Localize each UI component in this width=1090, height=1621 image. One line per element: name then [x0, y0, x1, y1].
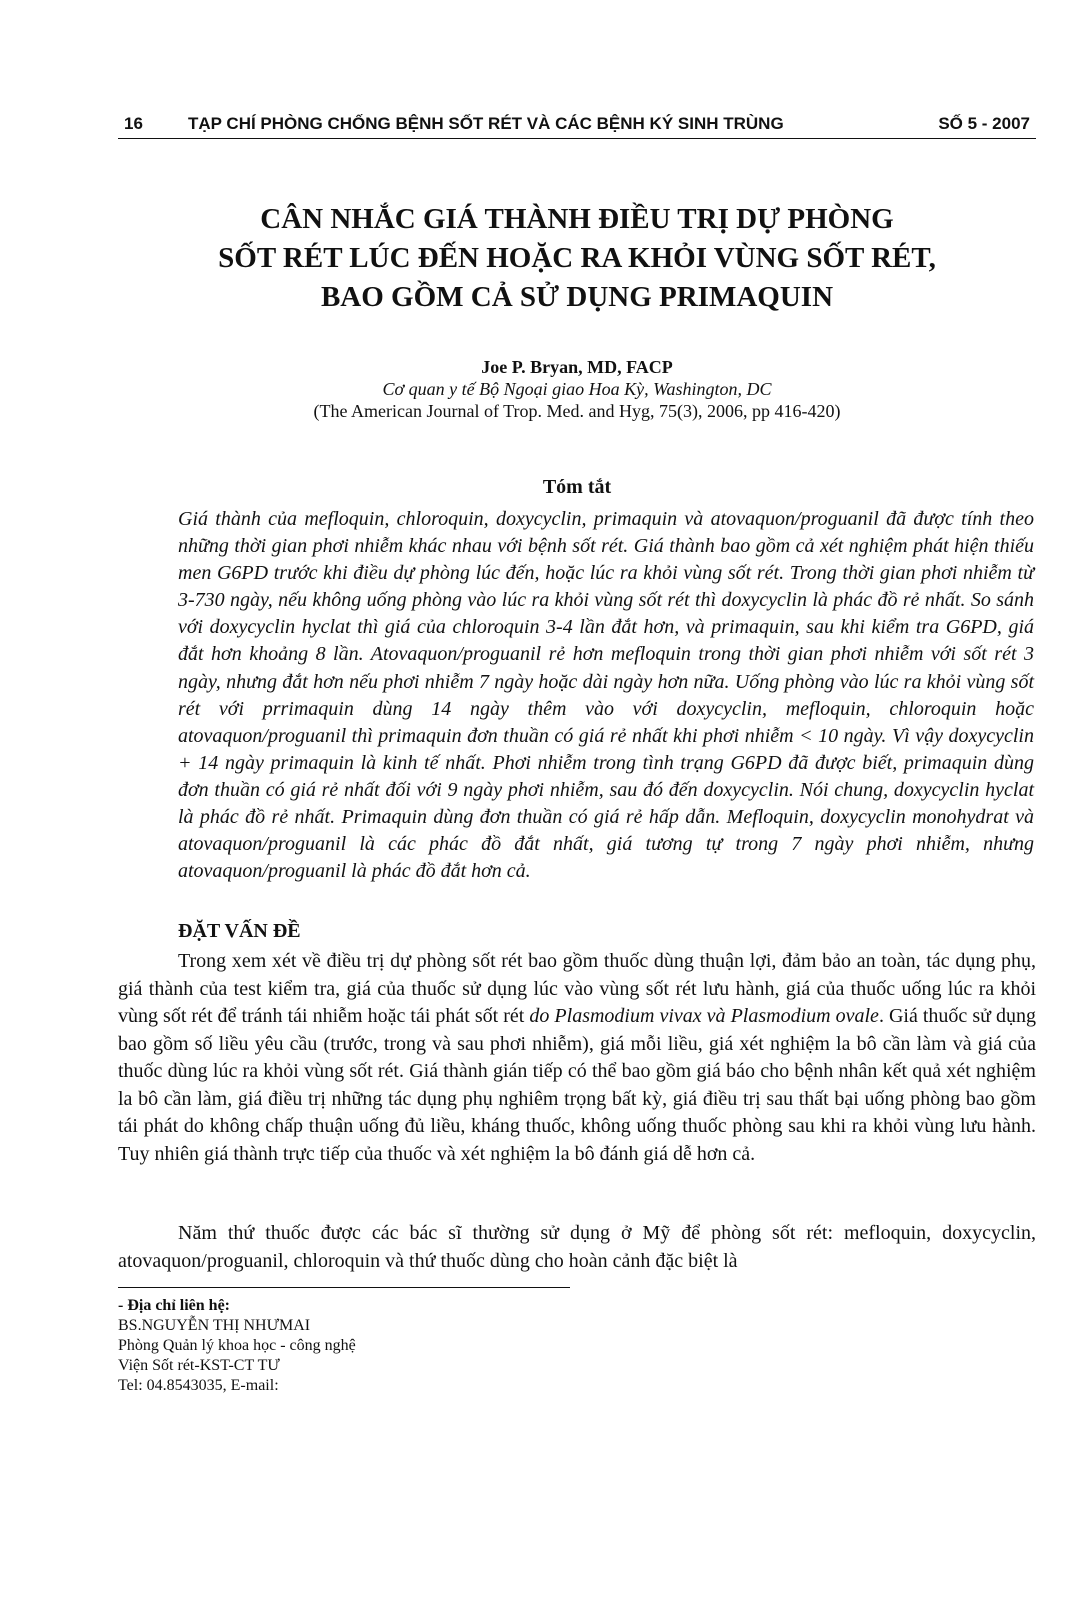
contact-institute: Viện Sốt rét-KST-CT TƯ	[118, 1357, 280, 1374]
author-affiliation: Cơ quan y tế Bộ Ngoại giao Hoa Kỳ, Washington, DC	[382, 379, 772, 399]
title-line: CÂN NHẮC GIÁ THÀNH ĐIỀU TRỊ DỰ PHÒNG	[260, 203, 894, 235]
running-header	[118, 108, 1036, 139]
article-title	[118, 200, 1036, 317]
author-name: Joe P. Bryan, MD, FACP	[481, 357, 673, 377]
contact-footnote	[118, 1296, 718, 1396]
body-paragraph-1	[118, 948, 1036, 1168]
title-line: SỐT RÉT LÚC ĐẾN HOẶC RA KHỎI VÙNG SỐT RÉT,	[218, 242, 936, 274]
page-number: 16	[124, 114, 143, 133]
section-heading: ĐẶT VẤN ĐỀ	[178, 920, 301, 942]
contact-department: Phòng Quản lý khoa học - công nghệ	[118, 1337, 356, 1354]
journal-title: TẠP CHÍ PHÒNG CHỐNG BỆNH SỐT RÉT VÀ CÁC BỆNH KÝ SINH TRÙNG	[188, 114, 784, 133]
contact-name: BS.NGUYỄN THỊ NHƯMAI	[118, 1317, 311, 1334]
paragraph-text: Trong xem xét về điều trị dự phòng sốt rét bao gồm thuốc dùng thuận lợi, đảm bảo an toàn, tác dụng phụ, giá thành của test kiểm tra, giá của thuốc sử dụng lúc vào vùng sốt rét lưu hành, giá của thuốc uống lúc ra khỏi vùng sốt rét để tránh tái nhiễm hoặc tái phát sốt rét	[118, 950, 1036, 1027]
abstract-heading: Tóm tắt	[542, 476, 612, 498]
paragraph-text: . Giá thuốc sử dụng bao gồm số liều yêu cầu (trước, trong và sau phơi nhiễm), giá mỗi liều, giá xét nghiệm la bô cần làm và giá của thuốc dùng lúc ra khỏi vùng sốt rét. Giá thành gián tiếp có thể bao gồm giá báo cho bệnh nhân kết quả xét nghiệm la bô cần làm, giá điều trị những tác dụng phụ nghiêm trọng bất kỳ, giá điều trị sau thất bại uống phòng bao gồm tái phát do không chấp thuận uống đủ liều, kháng thuốc, không uống thuốc phòng sau khi ra khỏi vùng lưu hành. Tuy nhiên giá thành trực tiếp của thuốc và xét nghiệm la bô đánh giá dễ hơn cả.	[118, 1005, 1037, 1165]
title-line: BAO GỒM CẢ SỬ DỤNG PRIMAQUIN	[320, 281, 834, 313]
footnote-divider	[118, 1287, 570, 1288]
abstract-text: Giá thành của mefloquin, chloroquin, doxycyclin, primaquin và atovaquon/proguanil đã được tính theo những thời gian phơi nhiễm khác nhau với bệnh sốt rét. Giá thành bao gồm cả xét nghiệm phát hiện thiếu men G6PD trước khi điều dự phòng lúc đến, hoặc lúc ra khỏi vùng sốt rét. Trong thời gian phơi nhiễm từ 3-730 ngày, nếu không uống phòng vào lúc ra khỏi vùng sốt rét thì doxycyclin là phác đồ rẻ nhất. So sánh với doxycyclin hyclat thì giá của chloroquin 3-4 lần đắt hơn, và primaquin, sau khi kiểm tra G6PD, giá đắt hơn khoảng 8 lần. Atovaquon/proguanil rẻ hơn mefloquin trong thời gian phơi nhiễm với sốt rét 3 ngày, nhưng đắt hơn nếu phơi nhiễm 7 ngày hoặc dài ngày hơn nữa. Uống phòng vào lúc ra khỏi vùng sốt rét với prrimaquin dùng 14 ngày thêm vào với doxycyclin, mefloquin, chloroquin hoặc atovaquon/proguanil thì primaquin đơn thuần có giá rẻ nhất khi phơi nhiễm < 10 ngày. Vì vậy doxycyclin + 14 ngày primaquin là kinh tế nhất. Phơi nhiễm trong tình trạng G6PD đã được biết, primaquin dùng đơn thuần có giá rẻ nhất đối với 9 ngày phơi nhiễm, sau đó đến doxycyclin. Nói chung, doxycyclin hyclat là phác đồ rẻ nhất. Primaquin dùng đơn thuần có giá rẻ hấp dẫn. Mefloquin, doxycyclin monohydrat và atovaquon/proguanil là các phác đồ đắt nhất, giá tương tự trong 7 ngày phơi nhiễm, nhưng atovaquon/proguanil là phác đồ đắt hơn cả.	[178, 508, 1034, 883]
author-block	[118, 356, 1036, 422]
contact-phone: Tel: 04.8543035, E-mail:	[118, 1377, 279, 1394]
body-paragraph-2: Năm thứ thuốc được các bác sĩ thường sử dụng ở Mỹ để phòng sốt rét: mefloquin, doxycyclin, atovaquon/proguanil, chloroquin và thứ thuốc dùng cho hoàn cảnh đặc biệt là	[118, 1222, 1036, 1272]
source-citation: (The American Journal of Trop. Med. and Hyg, 75(3), 2006, pp 416-420)	[313, 401, 841, 421]
issue-number: SỐ 5 - 2007	[938, 114, 1030, 133]
species-names: do Plasmodium vivax và Plasmodium ovale	[529, 1005, 879, 1027]
contact-label: - Địa chỉ liên hệ:	[118, 1297, 230, 1314]
